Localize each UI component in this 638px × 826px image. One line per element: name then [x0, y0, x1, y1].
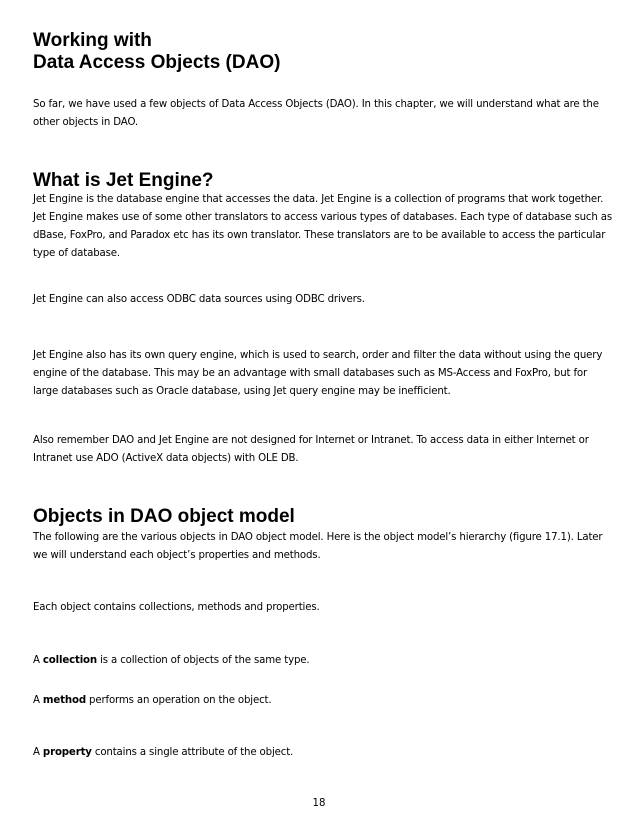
definition-prefix: A — [33, 747, 43, 758]
section-heading-jet-engine: What is Jet Engine? — [33, 170, 214, 191]
definition-prefix: A — [33, 695, 43, 706]
definition-term-collection: collection — [42, 655, 98, 666]
definition-method — [33, 692, 615, 710]
definition-property — [33, 744, 615, 762]
definition-term-method: method — [42, 695, 86, 706]
jet-paragraph-4: Also remember DAO and Jet Engine are not designed for Internet or Intranet. To access data in either Internet or Intranet use ADO (ActiveX data objects) with OLE DB. — [33, 435, 589, 464]
definition-prefix: A — [33, 655, 43, 666]
objects-paragraph-1: The following are the various objects in DAO object model. Here is the object model’s hierarchy (figure 17.1). Later we will understand each object’s properties and methods. — [33, 532, 603, 561]
intro-paragraph: So far, we have used a few objects of Data Access Objects (DAO). In this chapter, we will understand what are the other objects in DAO. — [33, 99, 599, 128]
jet-paragraph-1: Jet Engine is the database engine that accesses the data. Jet Engine is a collection of programs that work together. Jet Engine makes use of some other translators to access various types of databases. Each type of database such as dBase, FoxPro, and Paradox etc has its own translator. These translators are to be available to access the particular type of database. — [33, 194, 613, 259]
section-heading-objects: Objects in DAO object model — [33, 506, 295, 527]
chapter-title-line1: Working with — [33, 30, 152, 51]
page-number: 18 — [312, 798, 326, 809]
definition-text: contains a single attribute of the object. — [91, 747, 294, 758]
definition-collection — [33, 652, 615, 670]
chapter-title-line2: Data Access Objects (DAO) — [33, 52, 281, 73]
definition-term-property: property — [42, 747, 92, 758]
jet-paragraph-2: Jet Engine can also access ODBC data sources using ODBC drivers. — [33, 294, 365, 305]
definition-text: performs an operation on the object. — [85, 695, 272, 706]
jet-paragraph-3: Jet Engine also has its own query engine, which is used to search, order and filter the data without using the query engine of the database. This may be an advantage with small databases such as MS-Access and FoxPro, but for large databases such as Oracle database, using Jet query engine may be inefficient. — [33, 350, 603, 397]
definition-text: is a collection of objects of the same type. — [97, 655, 310, 666]
objects-paragraph-2: Each object contains collections, methods and properties. — [33, 602, 320, 613]
